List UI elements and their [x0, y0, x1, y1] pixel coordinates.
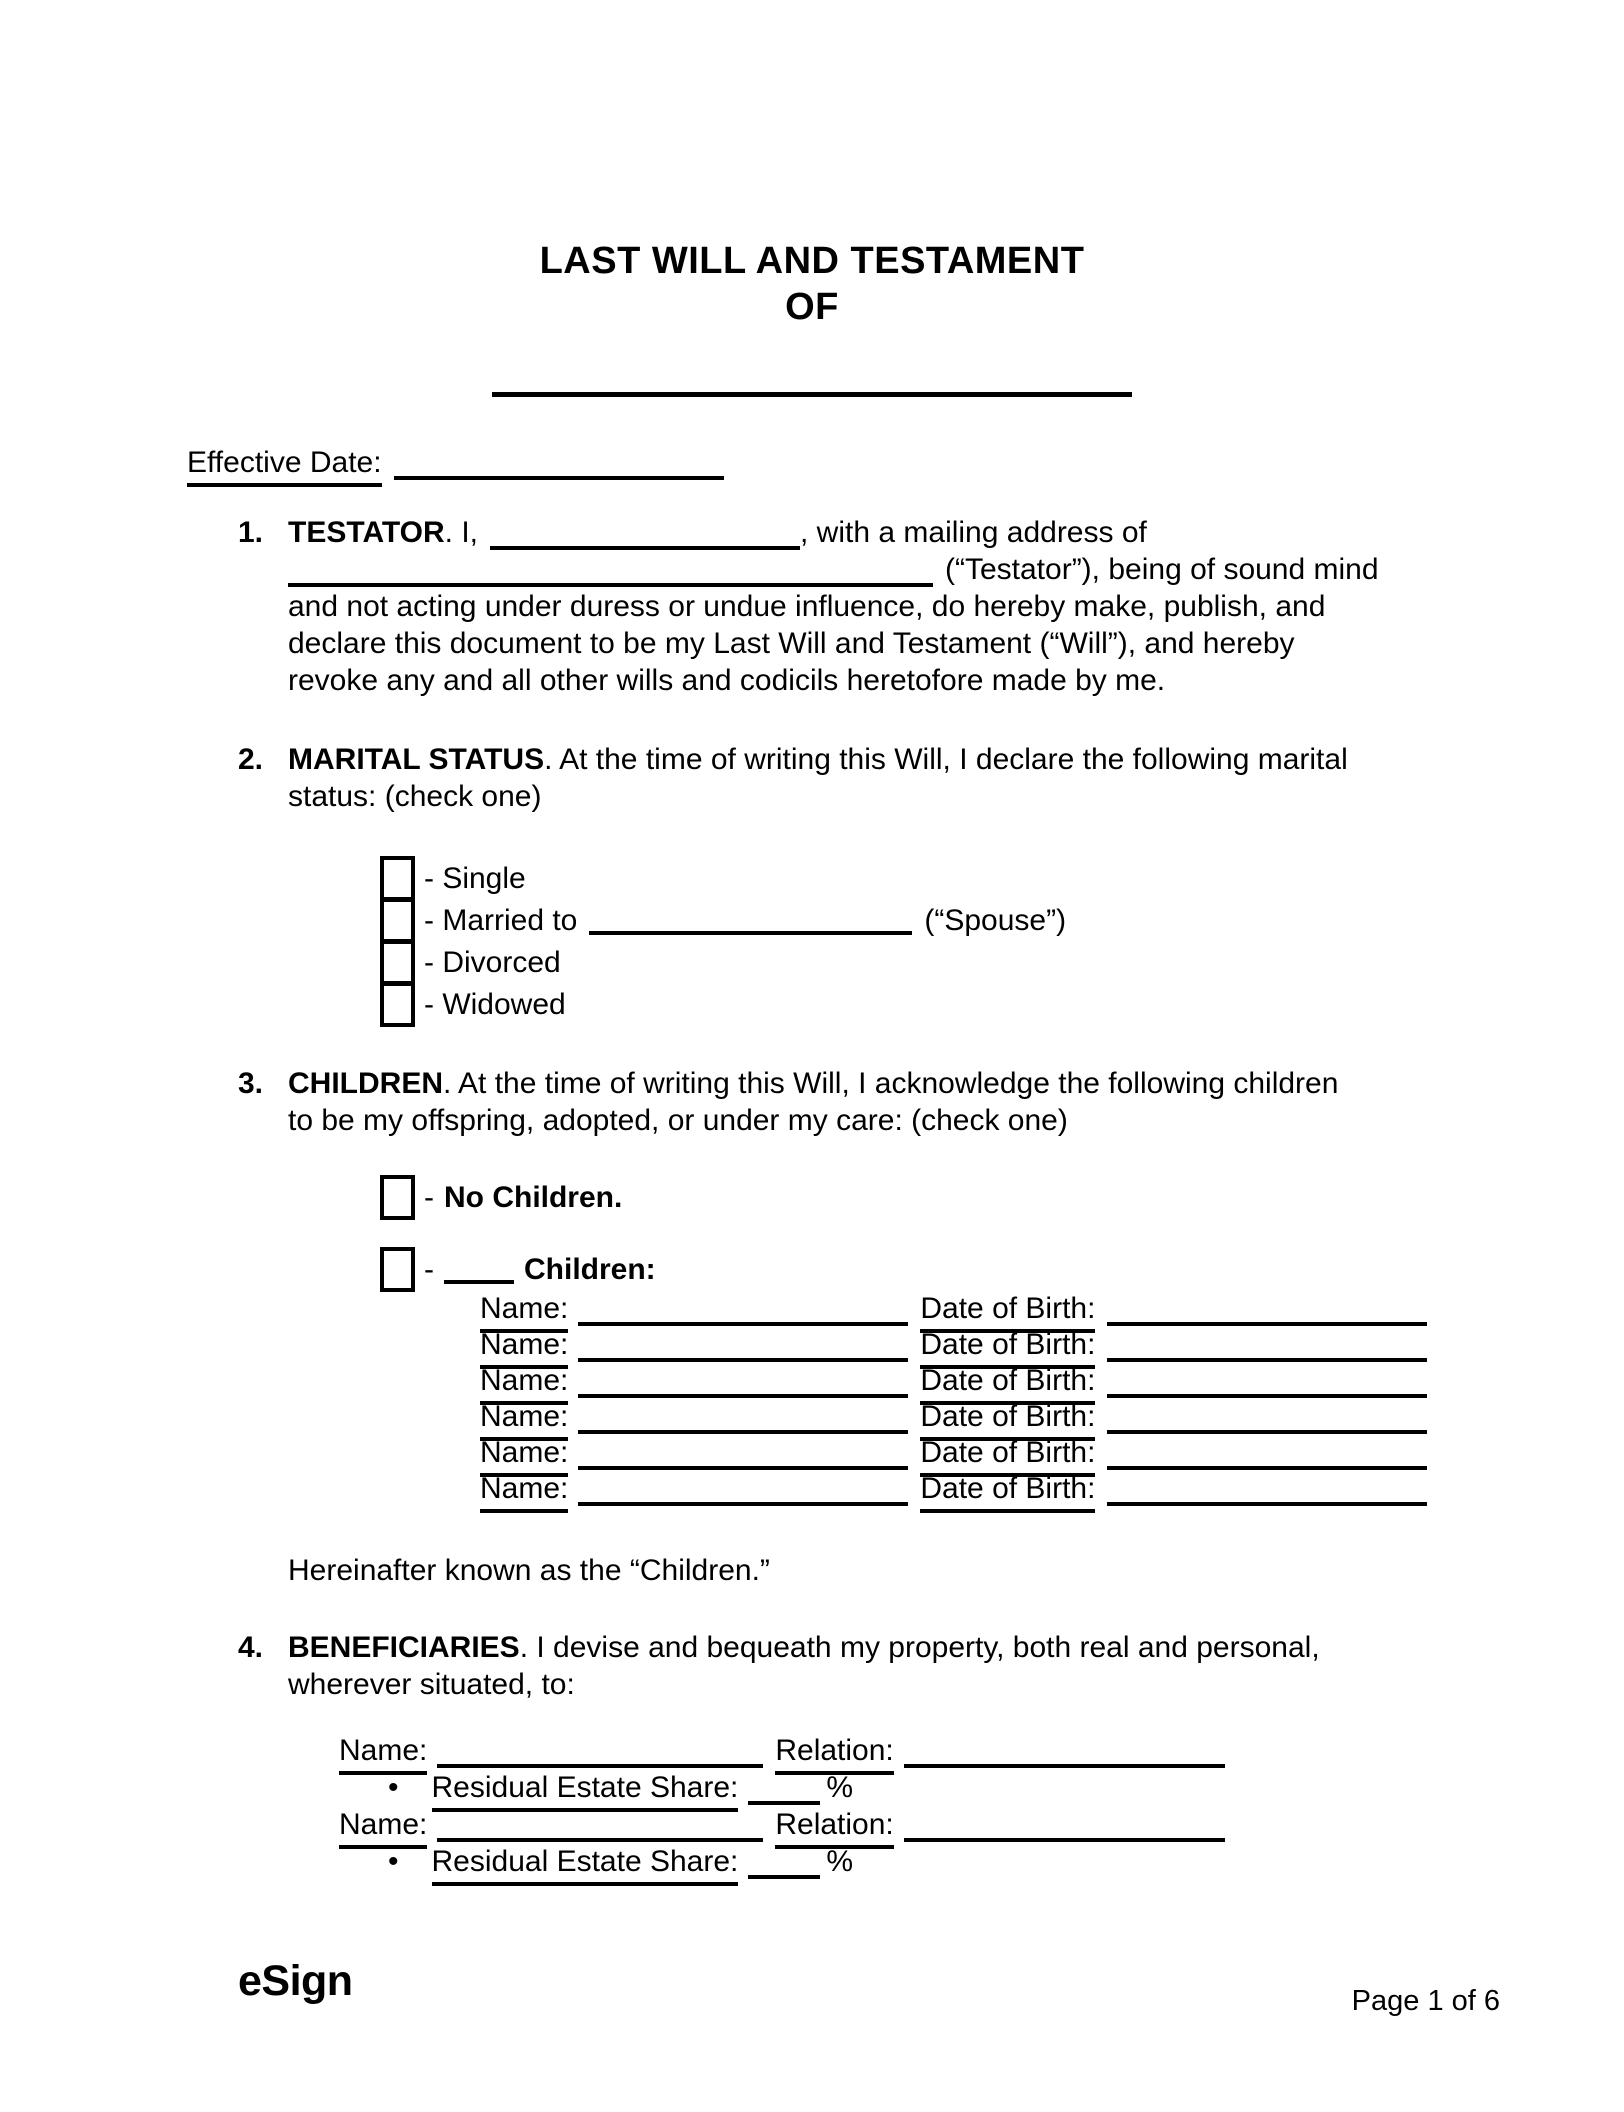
- percent-sign: %: [826, 1845, 854, 1878]
- child-dob-label: Date of Birth:: [920, 1398, 1095, 1441]
- testator-line1-pre: . I,: [444, 516, 479, 549]
- bullet-icon: •: [388, 1771, 399, 1804]
- child-name-label: Name:: [480, 1398, 568, 1441]
- residual-share-label: Residual Estate Share:: [432, 1843, 739, 1886]
- children-count-label: Children:: [524, 1253, 656, 1286]
- esign-logo: eSign: [238, 1957, 353, 2005]
- marital-line-2: status: (check one): [288, 780, 542, 813]
- marital-option-divorced: [380, 940, 561, 985]
- title-line1: LAST WILL AND TESTAMENT: [539, 240, 1085, 282]
- child-6-dob-blank[interactable]: [1107, 1478, 1427, 1506]
- marital-option-widowed: [380, 982, 566, 1027]
- child-row-1: [480, 1290, 1427, 1326]
- effective-date-blank[interactable]: [394, 452, 724, 480]
- single-label: - Single: [424, 862, 526, 895]
- child-row-2: [480, 1326, 1427, 1362]
- testator-line-2: [288, 551, 1436, 588]
- child-name-label: Name:: [480, 1470, 568, 1513]
- child-dob-label: Date of Birth:: [920, 1470, 1095, 1513]
- married-label: - Married to: [424, 904, 578, 937]
- beneficiary-2-residual-blank[interactable]: [748, 1851, 820, 1879]
- widowed-checkbox[interactable]: [380, 982, 415, 1027]
- child-5-name-blank[interactable]: [578, 1442, 908, 1470]
- testator-heading: TESTATOR: [288, 516, 445, 549]
- child-dob-label: Date of Birth:: [920, 1290, 1095, 1333]
- marital-line1-rest: . At the time of writing this Will, I declare the following marital: [544, 743, 1348, 776]
- child-4-dob-blank[interactable]: [1107, 1406, 1427, 1434]
- child-name-label: Name:: [480, 1362, 568, 1405]
- page-indicator: Page 1 of 6: [1351, 1985, 1500, 2017]
- children-count-blank[interactable]: [444, 1256, 514, 1284]
- widowed-label: - Widowed: [424, 988, 566, 1021]
- single-checkbox[interactable]: [380, 856, 415, 901]
- child-3-name-blank[interactable]: [578, 1370, 908, 1398]
- bullet-icon: •: [388, 1845, 399, 1878]
- percent-sign: %: [826, 1771, 854, 1804]
- has-children-checkbox[interactable]: [380, 1247, 415, 1292]
- testator-line2-post: (“Testator”), being of sound mind: [945, 553, 1379, 586]
- children-line-2: to be my offspring, adopted, or under my care: (check one): [288, 1104, 1068, 1137]
- testator-line-5: revoke any and all other wills and codicils heretofore made by me.: [288, 664, 1166, 697]
- child-6-name-blank[interactable]: [578, 1478, 908, 1506]
- no-children-dash: -: [424, 1181, 434, 1214]
- child-row-4: [480, 1398, 1427, 1434]
- child-dob-label: Date of Birth:: [920, 1326, 1095, 1369]
- effective-date-label: Effective Date:: [187, 444, 382, 487]
- beneficiary-2-residual-row: [339, 1843, 1225, 1880]
- child-3-dob-blank[interactable]: [1107, 1370, 1427, 1398]
- divorced-checkbox[interactable]: [380, 940, 415, 985]
- children-line-1: [288, 1065, 1436, 1102]
- beneficiaries-line-1: [288, 1629, 1436, 1666]
- child-name-label: Name:: [480, 1290, 568, 1333]
- child-dob-label: Date of Birth:: [920, 1434, 1095, 1477]
- beneficiary-2-row: [339, 1806, 1225, 1843]
- spouse-name-blank[interactable]: [589, 907, 912, 935]
- hereinafter-note: Hereinafter known as the “Children.”: [288, 1554, 770, 1587]
- child-1-name-blank[interactable]: [578, 1298, 908, 1326]
- marital-option-married: [380, 898, 1066, 943]
- children-count-option: [380, 1247, 656, 1292]
- testator-address-field[interactable]: [288, 559, 933, 587]
- title-line2: OF: [785, 286, 839, 328]
- section-marital-number: 2.: [238, 743, 264, 776]
- beneficiaries-line-2: wherever situated, to:: [288, 1668, 575, 1701]
- beneficiary-1-residual-row: [339, 1769, 1225, 1806]
- married-suffix: (“Spouse”): [924, 904, 1067, 937]
- residual-share-label: Residual Estate Share:: [432, 1769, 739, 1812]
- testator-line-1: [288, 514, 1436, 551]
- section-testator-number: 1.: [238, 516, 264, 549]
- beneficiaries-line1-rest: . I devise and bequeath my property, both real and personal,: [519, 1631, 1320, 1664]
- beneficiary-2-name-blank[interactable]: [437, 1814, 763, 1842]
- marital-line-1: [288, 741, 1436, 778]
- testator-line1-post: , with a mailing address of: [800, 516, 1147, 549]
- testator-name-field[interactable]: [490, 522, 800, 550]
- section-children: [238, 1065, 1436, 1139]
- child-row-5: [480, 1434, 1427, 1470]
- child-name-label: Name:: [480, 1434, 568, 1477]
- document-title: [0, 238, 1624, 330]
- beneficiary-1-name-blank[interactable]: [437, 1740, 763, 1768]
- child-4-name-blank[interactable]: [578, 1406, 908, 1434]
- divorced-label: - Divorced: [424, 946, 561, 979]
- section-children-number: 3.: [238, 1067, 264, 1100]
- beneficiaries-heading: BENEFICIARIES: [288, 1631, 520, 1664]
- beneficiary-1-residual-blank[interactable]: [748, 1777, 820, 1805]
- beneficiary-1-relation-blank[interactable]: [904, 1740, 1225, 1768]
- beneficiary-name-label: Name:: [339, 1732, 427, 1775]
- marital-heading: MARITAL STATUS: [288, 743, 545, 776]
- no-children-checkbox[interactable]: [380, 1175, 415, 1220]
- section-marital-status: [238, 741, 1436, 815]
- child-row-3: [480, 1362, 1427, 1398]
- beneficiary-relation-label: Relation:: [775, 1806, 893, 1849]
- testator-line-3: and not acting under duress or undue influence, do hereby make, publish, and: [288, 590, 1326, 623]
- children-line1-rest: . At the time of writing this Will, I acknowledge the following children: [443, 1067, 1339, 1100]
- marital-option-single: [380, 856, 526, 901]
- effective-date-row: [187, 444, 724, 487]
- testator-name-blank[interactable]: [492, 392, 1132, 397]
- testator-line-4: declare this document to be my Last Will and Testament (“Will”), and hereby: [288, 627, 1295, 660]
- child-row-6: [480, 1470, 1427, 1506]
- child-2-name-blank[interactable]: [578, 1334, 908, 1362]
- married-checkbox[interactable]: [380, 898, 415, 943]
- child-2-dob-blank[interactable]: [1107, 1334, 1427, 1362]
- section-beneficiaries: [238, 1629, 1436, 1703]
- child-5-dob-blank[interactable]: [1107, 1442, 1427, 1470]
- beneficiary-2-relation-blank[interactable]: [904, 1814, 1225, 1842]
- children-table: [480, 1290, 1427, 1506]
- beneficiary-1-row: [339, 1732, 1225, 1769]
- children-count-dash: -: [424, 1253, 434, 1286]
- beneficiary-name-label: Name:: [339, 1806, 427, 1849]
- no-children-label: No Children.: [444, 1181, 623, 1214]
- no-children-option: [380, 1175, 622, 1220]
- section-testator: [238, 514, 1436, 699]
- child-1-dob-blank[interactable]: [1107, 1298, 1427, 1326]
- child-dob-label: Date of Birth:: [920, 1362, 1095, 1405]
- child-name-label: Name:: [480, 1326, 568, 1369]
- beneficiary-relation-label: Relation:: [775, 1732, 893, 1775]
- children-heading: CHILDREN: [288, 1067, 443, 1100]
- section-beneficiaries-number: 4.: [238, 1631, 264, 1664]
- beneficiaries-list: [339, 1732, 1225, 1880]
